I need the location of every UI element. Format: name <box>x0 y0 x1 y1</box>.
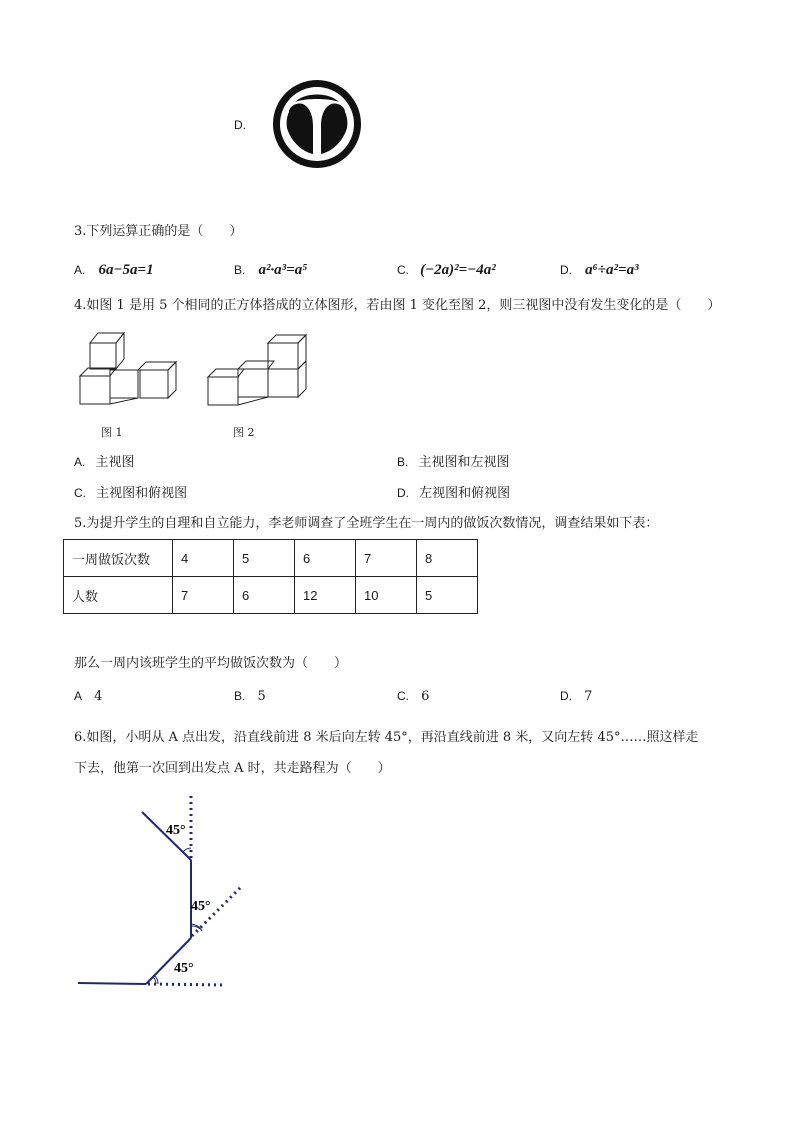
q4-option-b-text: 主视图和左视图 <box>418 455 510 470</box>
q4-figure-2 <box>204 333 308 409</box>
table-cell: 7 <box>356 540 417 577</box>
q6-angle-label: 45° <box>174 961 194 976</box>
q5-option-d[interactable] <box>560 687 592 706</box>
q5-option-a-label: A <box>74 689 83 703</box>
q5-option-c[interactable] <box>397 687 429 706</box>
table-cell: 一周做饭次数 <box>64 540 173 577</box>
q3-option-a[interactable] <box>74 259 154 279</box>
q3-option-c-label: C. <box>397 263 409 277</box>
q6-angle-label: 45° <box>166 823 186 838</box>
q5-table <box>63 539 478 614</box>
q6-angle-label: 45° <box>191 899 211 914</box>
q4-option-d[interactable] <box>397 484 510 503</box>
q5-option-b[interactable] <box>234 687 266 706</box>
q5-option-a[interactable] <box>74 687 102 706</box>
q4-option-c-label: C. <box>74 486 86 500</box>
q4-figure-2-caption: 图 2 <box>233 426 255 439</box>
table-cell: 7 <box>173 577 234 614</box>
q5-option-d-text: 7 <box>584 689 593 704</box>
q3-stem: 3.下列运算正确的是（ ） <box>74 224 243 239</box>
q3-option-b-expr: a²·a³=a⁵ <box>258 262 308 278</box>
q5-option-b-label: B. <box>234 689 246 703</box>
q3-option-a-expr: 6a−5a=1 <box>98 262 154 278</box>
q2-option-d-label: D. <box>234 118 246 132</box>
q4-stem: 4.如图 1 是用 5 个相同的正方体搭成的立体图形，若由图 1 变化至图 2，则三视图中没有发生变化的是（ ） <box>74 298 721 313</box>
q4-option-a-label: A. <box>74 455 86 469</box>
q4-option-a-text: 主视图 <box>95 455 135 470</box>
q4-option-a[interactable] <box>74 453 135 472</box>
table-row <box>64 540 478 577</box>
table-cell: 6 <box>234 577 295 614</box>
q2-option-d-logo <box>267 78 367 170</box>
q4-option-b-label: B. <box>397 455 409 469</box>
table-row <box>64 577 478 614</box>
q3-option-c-expr: (−2a)²=−4a² <box>420 262 496 278</box>
table-cell: 6 <box>295 540 356 577</box>
table-cell: 8 <box>417 540 478 577</box>
q4-option-c[interactable] <box>74 484 187 503</box>
table-cell: 10 <box>356 577 417 614</box>
q3-option-d[interactable] <box>560 259 639 279</box>
q3-option-b[interactable] <box>234 259 307 279</box>
q4-option-d-label: D. <box>397 486 409 500</box>
table-cell: 5 <box>417 577 478 614</box>
table-cell: 5 <box>234 540 295 577</box>
q6-stem-line2: 下去，他第一次回到出发点 A 时，共走路程为（ ） <box>74 761 391 776</box>
q4-option-b[interactable] <box>397 453 510 472</box>
q5-option-a-text: 4 <box>94 689 103 704</box>
q3-option-b-label: B. <box>234 263 246 277</box>
q3-option-a-label: A. <box>74 263 86 277</box>
table-cell: 4 <box>173 540 234 577</box>
q4-option-c-text: 主视图和俯视图 <box>96 486 188 501</box>
q6-path-diagram <box>70 790 260 996</box>
q3-option-d-label: D. <box>560 263 572 277</box>
q4-figure-1 <box>76 328 180 408</box>
table-cell: 人数 <box>64 577 173 614</box>
q5-option-d-label: D. <box>560 689 572 703</box>
q3-option-c[interactable] <box>397 259 496 279</box>
q5-option-b-text: 5 <box>257 689 266 704</box>
q5-question: 那么一周内该班学生的平均做饭次数为（ ） <box>74 656 348 671</box>
q4-figure-1-caption: 图 1 <box>101 426 123 439</box>
q5-stem: 5.为提升学生的自理和自立能力，李老师调查了全班学生在一周内的做饭次数情况，调查结果如下表： <box>74 516 659 531</box>
q4-option-d-text: 左视图和俯视图 <box>419 486 511 501</box>
q5-option-c-label: C. <box>397 689 409 703</box>
q5-option-c-text: 6 <box>421 689 430 704</box>
q3-option-d-expr: a⁶÷a²=a³ <box>585 262 639 278</box>
q6-stem-line1: 6.如图，小明从 A 点出发，沿直线前进 8 米后向左转 45°，再沿直线前进 8 米，又向左转 45°……照这样走 <box>74 730 699 745</box>
table-cell: 12 <box>295 577 356 614</box>
